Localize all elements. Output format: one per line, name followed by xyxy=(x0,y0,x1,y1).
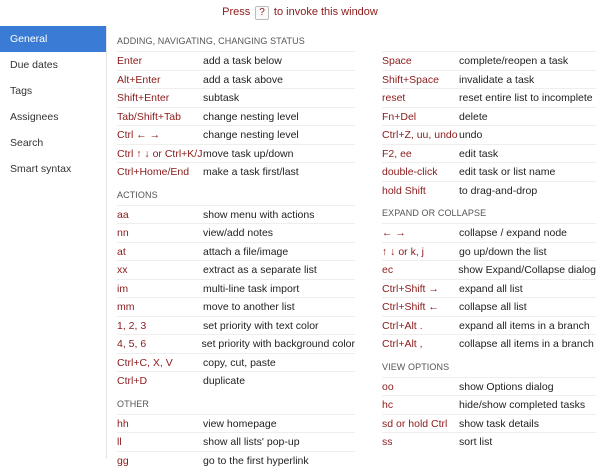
shortcut-row xyxy=(117,242,355,261)
shortcut-list-view xyxy=(382,377,596,451)
shortcut-description: show menu with actions xyxy=(203,208,315,221)
shortcut-row xyxy=(382,181,596,200)
shortcut-row xyxy=(117,451,355,470)
shortcut-description: show all lists' pop-up xyxy=(203,436,300,448)
shortcut-row xyxy=(382,223,596,242)
shortcut-list-actions xyxy=(117,205,355,390)
shortcut-description: expand all items in a branch xyxy=(459,319,590,332)
shortcut-key: im xyxy=(117,282,129,295)
shortcut-row xyxy=(117,297,355,316)
shortcut-row xyxy=(117,260,355,279)
shortcut-key: hh xyxy=(117,417,129,430)
shortcut-description: move task up/down xyxy=(203,147,294,160)
shortcut-list-other xyxy=(117,414,355,470)
shortcut-row xyxy=(117,107,355,126)
shortcut-description: to drag-and-drop xyxy=(459,184,538,197)
shortcut-row xyxy=(117,162,355,181)
sidebar-item-due-dates[interactable]: Due dates xyxy=(10,59,58,71)
shortcut-description: copy, cut, paste xyxy=(203,356,276,369)
shortcut-description: expand all list xyxy=(459,282,523,295)
shortcut-description: set priority with background color xyxy=(201,338,355,350)
shortcut-row xyxy=(117,371,355,390)
shortcut-key: Alt+Enter xyxy=(117,73,161,86)
shortcut-description: make a task first/last xyxy=(203,166,299,178)
shortcut-row xyxy=(382,297,596,316)
shortcut-description: undo xyxy=(459,129,483,141)
shortcut-row xyxy=(117,414,355,433)
shortcut-key: Ctrl+Shift → xyxy=(382,282,439,295)
shortcut-row xyxy=(382,107,596,126)
shortcut-row xyxy=(117,51,355,70)
shortcut-key: 1, 2, 3 xyxy=(117,319,147,332)
shortcut-row xyxy=(382,242,596,261)
shortcut-description: view homepage xyxy=(203,417,277,430)
shortcut-row xyxy=(117,144,355,163)
section-title-expand: EXPAND OR COLLAPSE xyxy=(382,208,487,218)
shortcut-key: ss xyxy=(382,436,393,448)
shortcut-key: Ctrl+C, X, V xyxy=(117,356,173,369)
sidebar xyxy=(0,26,107,459)
shortcut-description: duplicate xyxy=(203,375,246,387)
shortcut-key: ec xyxy=(382,264,394,276)
sidebar-item-tags[interactable]: Tags xyxy=(10,85,33,97)
shortcut-row xyxy=(382,144,596,163)
shortcut-description: move to another list xyxy=(203,301,295,313)
shortcut-row xyxy=(382,162,596,181)
sidebar-item-search[interactable]: Search xyxy=(10,137,44,149)
shortcut-key: Space xyxy=(382,55,412,67)
shortcut-key: hold Shift xyxy=(382,184,426,197)
section-title-actions: ACTIONS xyxy=(117,189,158,200)
shortcut-row xyxy=(382,279,596,298)
shortcut-row xyxy=(382,70,596,89)
section-spacer xyxy=(382,33,596,51)
shortcut-key: nn xyxy=(117,227,129,239)
shortcut-row xyxy=(382,125,596,144)
sidebar-item-smart-syntax[interactable]: Smart syntax xyxy=(10,163,72,175)
section-title-other: OTHER xyxy=(117,398,149,409)
shortcut-row xyxy=(382,88,596,107)
shortcut-description: multi-line task import xyxy=(203,282,300,295)
shortcut-key: reset xyxy=(382,92,406,104)
shortcut-description: delete xyxy=(459,110,488,123)
shortcut-row xyxy=(117,88,355,107)
question-key-badge: ? xyxy=(255,6,269,20)
shortcut-key: Enter xyxy=(117,55,143,67)
shortcut-key: Ctrl+Alt , xyxy=(382,338,423,350)
shortcut-key: Fn+Del xyxy=(382,110,417,123)
shortcut-key: ← → xyxy=(382,227,406,239)
shortcut-row xyxy=(117,223,355,242)
shortcut-key: ↑ ↓ or k, j xyxy=(382,245,425,258)
shortcut-description: go up/down the list xyxy=(459,245,547,258)
shortcut-key: at xyxy=(117,245,126,258)
section-title-adding: ADDING, NAVIGATING, CHANGING STATUS xyxy=(117,36,305,46)
shortcut-description: change nesting level xyxy=(203,129,299,141)
shortcut-key: aa xyxy=(117,208,129,221)
shortcut-description: show Options dialog xyxy=(459,380,554,393)
shortcut-row xyxy=(117,334,355,353)
shortcut-key: Ctrl ↑ ↓ or Ctrl+K/J xyxy=(117,147,203,160)
shortcut-row xyxy=(382,260,596,279)
shortcut-key: ll xyxy=(117,436,122,448)
shortcut-description: show Expand/Collapse dialog xyxy=(458,264,596,276)
sidebar-item-assignees[interactable]: Assignees xyxy=(10,111,59,123)
shortcut-description: edit task or list name xyxy=(459,166,556,178)
shortcut-description: collapse all list xyxy=(459,301,527,313)
shortcut-key: gg xyxy=(117,454,129,467)
shortcut-row xyxy=(117,205,355,224)
shortcut-row xyxy=(382,334,596,353)
shortcut-key: hc xyxy=(382,399,394,411)
shortcut-row xyxy=(117,279,355,298)
shortcut-description: hide/show completed tasks xyxy=(459,399,586,411)
shortcut-description: subtask xyxy=(203,92,240,104)
shortcut-key: oo xyxy=(382,380,394,393)
shortcut-row xyxy=(117,70,355,89)
hint-prefix: Press xyxy=(222,6,251,18)
shortcut-row xyxy=(117,316,355,335)
invoke-hint xyxy=(0,6,600,20)
shortcut-key: xx xyxy=(117,264,128,276)
shortcut-description: reset entire list to incomplete xyxy=(459,92,593,104)
shortcut-key: Ctrl+Z, uu, undo xyxy=(382,129,458,141)
shortcut-row xyxy=(382,395,596,414)
shortcut-description: add a task below xyxy=(203,55,282,67)
shortcut-description: edit task xyxy=(459,147,499,160)
shortcut-description: attach a file/image xyxy=(203,245,289,258)
shortcut-description: invalidate a task xyxy=(459,73,535,86)
shortcut-key: Ctrl+Alt . xyxy=(382,319,423,332)
shortcut-description: show task details xyxy=(459,417,539,430)
shortcut-row xyxy=(117,353,355,372)
shortcut-description: collapse all items in a branch xyxy=(459,338,594,350)
shortcut-list-adding xyxy=(117,51,355,181)
shortcut-key: Tab/Shift+Tab xyxy=(117,110,181,123)
shortcut-description: sort list xyxy=(459,436,493,448)
right-shortcut-column xyxy=(382,33,596,451)
shortcut-key: Ctrl+D xyxy=(117,375,148,387)
section-title-view: VIEW OPTIONS xyxy=(382,361,450,372)
shortcut-key: Ctrl+Shift ← xyxy=(382,301,439,313)
shortcut-row xyxy=(117,125,355,144)
shortcut-row xyxy=(382,432,596,451)
shortcut-description: add a task above xyxy=(203,73,283,86)
shortcut-key: 4, 5, 6 xyxy=(117,338,147,350)
sidebar-item-general[interactable]: General xyxy=(0,26,106,52)
shortcut-key: Shift+Space xyxy=(382,73,439,86)
shortcut-row xyxy=(117,432,355,451)
shortcut-list-expand xyxy=(382,223,596,353)
shortcut-list-status xyxy=(382,51,596,199)
shortcut-row xyxy=(382,414,596,433)
shortcut-key: double-click xyxy=(382,166,438,178)
shortcut-description: collapse / expand node xyxy=(459,227,567,239)
shortcut-description: extract as a separate list xyxy=(203,264,317,276)
shortcut-description: view/add notes xyxy=(203,227,274,239)
left-shortcut-column xyxy=(117,33,355,469)
shortcut-description: set priority with text color xyxy=(203,319,319,332)
shortcut-key: Shift+Enter xyxy=(117,92,170,104)
shortcut-key: sd or hold Ctrl xyxy=(382,417,448,430)
shortcut-row xyxy=(382,377,596,396)
shortcut-key: F2, ee xyxy=(382,147,412,160)
shortcut-description: change nesting level xyxy=(203,110,299,123)
shortcut-key: Ctrl ← → xyxy=(117,129,161,141)
shortcut-description: go to the first hyperlink xyxy=(203,454,309,467)
shortcut-row xyxy=(382,51,596,70)
shortcut-key: mm xyxy=(117,301,135,313)
shortcut-description: complete/reopen a task xyxy=(459,55,569,67)
hint-suffix: to invoke this window xyxy=(273,6,378,18)
shortcut-key: Ctrl+Home/End xyxy=(117,166,190,178)
shortcut-row xyxy=(382,316,596,335)
